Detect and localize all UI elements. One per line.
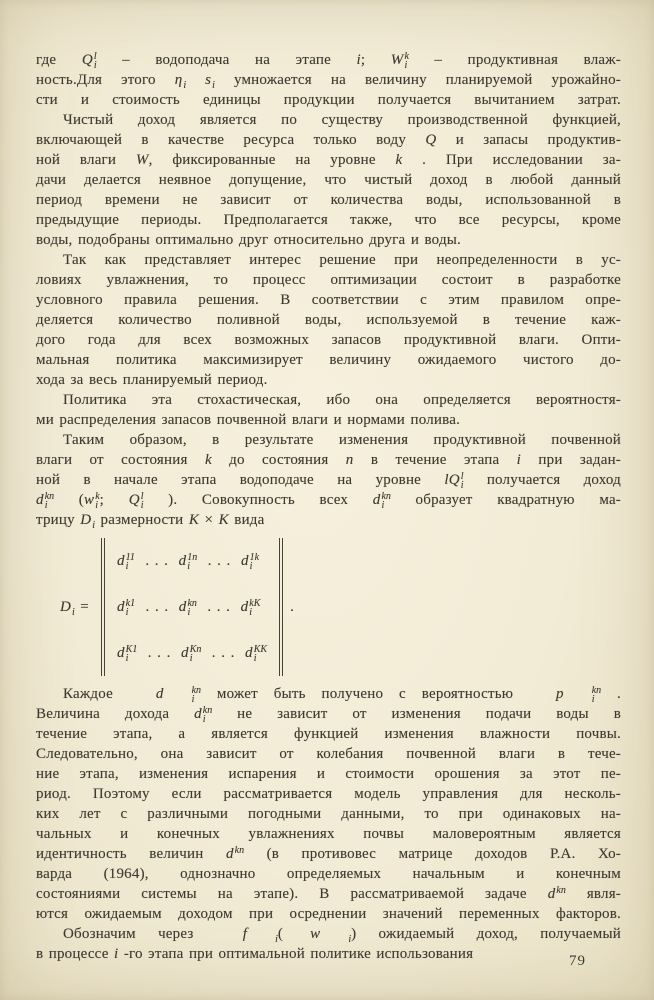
text-line [36,130,621,150]
text-run: ловиях увлажнения, то процесс оптимизации состоит в разработке [36,272,621,288]
text-line [36,430,621,450]
math-subscript: i [72,606,75,618]
math-subscript: i [381,499,385,511]
text-line [36,764,621,784]
math-superscript [321,926,351,935]
math-base: d [245,645,253,661]
math-superscript: kn [191,684,202,696]
math-variable: k [395,152,403,168]
math-scripts [248,926,278,944]
math-subscript: i [460,479,464,491]
math-superscript: k [95,490,100,502]
math-scripts [235,846,244,864]
text-run: . . . [202,553,236,569]
text-run: Чистый доход является по существу производственной функцией, [63,112,621,128]
math-token [129,490,144,510]
text-run: риод. Поэтому если рассматривается модель управления для несколь- [36,786,621,802]
text-line [36,784,621,804]
math-subscript: i [348,933,352,945]
text-run: Следовательно, она зависит от колебания почвенной влаги в тече- [36,746,621,762]
text-run: ( [54,492,84,508]
math-superscript: kn [234,844,245,856]
math-scripts [126,553,135,571]
text-run: -го этапа при оптимальной политике использования [118,946,474,962]
math-token [245,638,267,668]
text-run: умножается на величину планируемой урожайно- [214,72,621,88]
text-run: идентичность величин [36,846,226,862]
text-line [36,450,621,470]
text-run: Каждое [63,686,129,702]
text-line [36,944,621,964]
math-subscript: i [93,59,97,71]
matrix-row [117,592,267,622]
text-run: может быть получено с вероятностью [201,686,530,702]
math-token [179,592,197,622]
math-subscript: i [187,560,191,572]
text-line [36,290,621,310]
math-token [80,510,95,530]
math-base: w [310,926,321,942]
math-variable: Q [425,132,437,148]
math-superscript: l [140,490,144,502]
math-superscript: kK [249,597,261,609]
text-run: течение этапа, а является функцией изменения влажности почвы. [36,726,621,742]
math-superscript: k1 [125,597,136,609]
math-variable: K [218,512,229,528]
text-run: при задан- [521,452,621,468]
text-run: ми распределения запасов почвенной влаги и нормами полива. [36,412,461,428]
math-subscript: i [404,59,408,71]
math-subscript: i [92,519,96,531]
text-line [36,470,621,490]
math-token [283,924,351,944]
math-superscript: l [93,50,97,62]
math-subscript: i [591,693,595,705]
text-run: влаги от состояния [36,452,205,468]
math-superscript: 1k [249,551,260,563]
math-superscript: kn [591,684,602,696]
text-line [36,50,621,70]
math-base: lQ [444,472,460,488]
paragraph [36,110,621,250]
math-token [241,546,259,576]
text-run: , фиксированные на уровне [148,152,396,168]
math-token [548,884,566,904]
text-run: – водоподача на этапе [96,52,357,68]
math-subscript: i [191,693,195,705]
math-token [391,50,409,70]
math-subscript: i [125,606,129,618]
text-run: (в противовес матрице доходов Р.А. Хо- [244,846,622,862]
math-token [194,704,212,724]
text-run: ной в начале этапа водоподаче на уровне [36,472,445,488]
text-run [186,72,205,88]
math-token [117,638,137,668]
page-number: 79 [569,953,586,969]
document-body [36,50,621,964]
math-scripts [126,599,135,617]
math-scripts [565,686,601,704]
math-variable: i [516,452,522,468]
math-subscript: i [253,652,257,664]
math-scripts [556,886,565,904]
text-line [36,864,621,884]
text-line [36,170,621,190]
math-scripts [254,645,267,663]
math-subscript: i [125,560,129,572]
text-run: . [601,686,621,702]
math-token [117,592,135,622]
math-base: s [205,72,212,88]
text-run: × [199,512,219,528]
math-base: Q [81,52,93,68]
text-run: ких лет с различными погодными данными, то при одинаковых на- [36,806,621,822]
text-line [36,410,621,430]
text-run: до состояния [211,452,346,468]
matrix-lhs [60,597,89,617]
matrix-equation [60,538,621,676]
paragraph [36,430,621,530]
math-base: d [116,645,125,661]
text-run: предыдущие периоды. Предполагается также, что все ресурсы, кроме [36,212,621,228]
text-line [36,270,621,290]
text-run: Так как представляет интерес решение при неопределенности в ус- [63,252,621,268]
matrix-row [117,638,267,668]
math-token [117,546,135,576]
math-base: Q [128,492,140,508]
math-superscript: KK [253,643,268,655]
math-token [226,844,244,864]
math-scripts [250,553,259,571]
text-line [36,884,621,904]
text-run: образует квадратную ма- [390,492,621,508]
text-run: = [74,599,89,615]
math-base: W [390,52,404,68]
text-run: ются ожидаемым доходом при осреднении значений переменных факторов. [36,906,621,922]
math-base: d [240,553,249,569]
text-run: получается доход [463,472,621,488]
text-run: . . . [140,599,174,615]
text-run: – продуктивная влаж- [408,52,621,68]
text-line [36,684,621,704]
math-token [179,546,198,576]
math-base: d [194,706,202,722]
math-superscript: kn [202,704,213,716]
math-subscript: i [189,652,193,664]
text-run: мальная политика максимизирует величину ожидаемого чистого до- [36,352,621,368]
text-line [36,110,621,130]
math-token [129,684,201,704]
math-base: d [116,599,125,615]
math-base: d [155,686,164,702]
text-run: . . . [206,645,241,661]
text-run: и запасы продуктив- [436,132,622,148]
text-run: ( [277,926,284,942]
text-run: ). Совокупность всех [143,492,373,508]
math-variable: k [204,452,212,468]
text-run: Таким образом, в результате изменения продуктивной почвенной [63,432,621,448]
text-line [36,370,621,390]
math-token [216,924,278,944]
math-base: f [242,926,248,942]
matrix-row [117,546,267,576]
text-line [36,330,621,350]
text-run: ) ожидаемый доход, получаемый [351,926,621,942]
text-line [36,310,621,330]
text-run: трицу [36,512,81,528]
math-subscript: i [125,652,129,664]
text-run: дачи делается неявное допущение, что чистый доход в любой данный [36,172,621,188]
math-base: d [372,492,381,508]
text-line [36,390,621,410]
math-superscript: l [460,470,464,482]
math-base: d [240,599,249,615]
math-token [444,470,463,490]
text-run: где [36,52,82,68]
math-base: p [556,686,564,702]
math-superscript: 11 [125,551,135,563]
math-base: d [178,553,187,569]
math-subscript [556,895,565,904]
text-run: ние этапа, изменения испарения и стоимости орошения за этот пе- [36,766,621,782]
text-line [36,350,621,370]
paragraph [36,50,621,110]
math-token [181,638,201,668]
text-line [36,230,621,250]
math-base: D [80,512,92,528]
math-base: d [225,846,234,862]
text-run: хода за весь планируемый период. [36,372,268,388]
text-run: явля- [565,886,621,902]
math-scripts [321,926,351,944]
math-scripts [249,599,260,617]
math-superscript: Kn [189,643,202,655]
text-run: условного правила решения. В соответствии с этим правилом опре- [36,292,621,308]
math-token [529,684,601,704]
text-run: ; [99,492,129,508]
paragraph [36,390,621,430]
text-line [36,510,621,530]
text-run: состояниями системы на этапе). В рассматриваемой задаче [36,886,548,902]
math-token [60,597,75,617]
text-line [36,190,621,210]
math-subscript: i [140,499,144,511]
math-token [84,490,100,510]
text-line [36,250,621,270]
text-line [36,90,621,110]
text-run: в процессе [36,946,115,962]
text-run: деляется количество поливной воды, используемой в течение каж- [36,312,621,328]
math-scripts [126,645,138,663]
math-token [241,592,261,622]
math-base: d [36,492,44,508]
text-run: Обозначим через [63,926,216,942]
math-base: d [547,886,556,902]
math-scripts [165,686,201,704]
math-subscript: i [249,560,253,572]
math-variable: i [356,52,361,68]
text-run: сти и стоимость единицы продукции получается вычитанием затрат. [36,92,621,108]
math-superscript: kn [381,490,391,502]
text-run: размерности [95,512,189,528]
text-run: в течение этапа [353,452,517,468]
text-run: ной влаги [36,152,136,168]
text-line [36,804,621,824]
math-variable: i [114,946,119,962]
math-variable: K [188,512,200,528]
math-subscript: i [275,933,278,945]
math-superscript: kn [556,884,566,896]
math-subscript [235,855,244,864]
math-variable: W [135,152,149,168]
text-line [36,70,621,90]
math-subscript: i [212,79,215,91]
text-run: период времени не зависит от количества воды, использованной в [36,192,621,208]
text-run: . При исследовании за- [402,152,621,168]
text-line [36,724,621,744]
text-line [36,824,621,844]
text-line [36,924,621,944]
math-base: D [60,599,72,615]
math-subscript: i [249,606,253,618]
text-run: . . . [201,599,236,615]
text-run: варда (1964), однозначно определяемых начальным и конечным [36,866,621,882]
math-base: η [174,72,183,88]
text-line [36,490,621,510]
math-subscript: i [187,606,191,618]
math-scripts [187,553,197,571]
math-superscript: 1n [187,551,198,563]
math-superscript: k [404,50,409,62]
math-token [36,490,54,510]
text-run: . . . [142,645,176,661]
math-subscript: i [202,713,206,725]
math-scripts [45,492,54,510]
text-run: ность.Для этого [36,72,175,88]
math-superscript: kn [44,490,55,502]
math-base: d [116,553,125,569]
math-base: w [84,492,95,508]
text-line [36,704,621,724]
math-scripts [203,706,212,724]
text-run: вида [228,512,265,528]
text-run: дого года для всех возможных запасов продуктивной влаги. Опти- [36,332,621,348]
math-token [175,70,186,90]
math-subscript: i [183,79,187,91]
math-token [82,50,97,70]
text-line [36,150,621,170]
matrix-double-bars [101,538,283,676]
text-line [36,744,621,764]
math-superscript: K1 [125,643,138,655]
text-line [36,904,621,924]
text-run: чальных и конечных увлажнениях почвы маловероятным является [36,826,621,842]
text-run: не зависит от изменения подачи воды в [212,706,621,722]
text-run: Политика эта стохастическая, ибо она определяется вероятностя- [63,392,621,408]
math-token [373,490,391,510]
text-run: включающей в качестве ресурса только воду [36,132,426,148]
math-token [205,70,215,90]
math-scripts [187,599,196,617]
math-subscript: i [44,499,48,511]
paragraph [36,684,621,924]
paragraph [36,924,621,964]
text-run: Величина дохода [36,706,195,722]
paragraph [36,250,621,390]
math-superscript: kn [187,597,197,609]
text-run: . . . [139,553,174,569]
math-scripts [190,645,202,663]
math-subscript: i [95,499,98,511]
math-scripts [381,492,390,510]
matrix-period: . [290,599,295,615]
math-base: d [178,599,187,615]
math-variable: n [345,452,354,468]
math-base: d [180,645,189,661]
text-run: ; [360,52,391,68]
text-line [36,210,621,230]
text-line [36,844,621,864]
math-superscript [248,926,278,935]
text-run: воды, подобраны оптимально друг относительно друга и воды. [36,232,461,248]
